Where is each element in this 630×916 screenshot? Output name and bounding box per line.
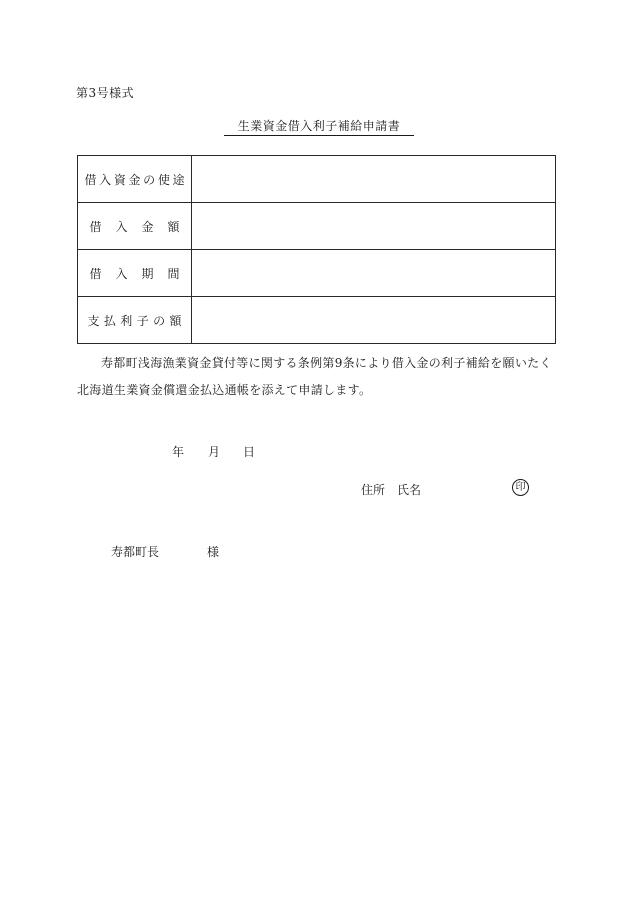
label-loan-purpose: 借入資金の使途: [84, 172, 185, 187]
table-row-loan-amount: [78, 203, 556, 250]
value-loan-period-field[interactable]: [192, 250, 556, 297]
label-interest-paid: 支払利子の額: [87, 313, 182, 328]
application-table: [77, 155, 556, 344]
seal-mark-icon: 印: [512, 479, 529, 496]
document-title: 生業資金借入利子補給申請書: [224, 117, 415, 136]
addressee-name: 寿都町長: [111, 545, 160, 559]
value-loan-amount-field[interactable]: [192, 203, 556, 250]
table-row-loan-period: [78, 250, 556, 297]
value-loan-purpose-field[interactable]: [192, 156, 556, 203]
date-month-label: 月: [208, 445, 221, 459]
label-loan-amount: 借入金額: [89, 219, 180, 234]
table-row-interest-paid: [78, 297, 556, 344]
addressee-honorific: 様: [207, 545, 220, 559]
name-label: 氏名: [397, 483, 422, 497]
label-loan-period-cell: [78, 250, 192, 297]
application-statement: 寿都町浅海漁業資金貸付等に関する条例第9条により借入金の利子補給を願いたく北海道生業資金償還金払込通帳を添えて申請します。: [77, 356, 552, 397]
document-title-wrapper: [0, 117, 630, 136]
value-interest-paid-field[interactable]: [192, 297, 556, 344]
label-loan-purpose-cell: [78, 156, 192, 203]
date-day-label: 日: [243, 445, 256, 459]
label-loan-amount-cell: [78, 203, 192, 250]
label-interest-paid-cell: [78, 297, 192, 344]
table-row-loan-purpose: [78, 156, 556, 203]
address-label: 住所: [361, 483, 386, 497]
date-year-label: 年: [172, 445, 185, 459]
label-loan-period: 借入期間: [89, 266, 180, 281]
form-number: 第3号様式: [76, 86, 135, 100]
